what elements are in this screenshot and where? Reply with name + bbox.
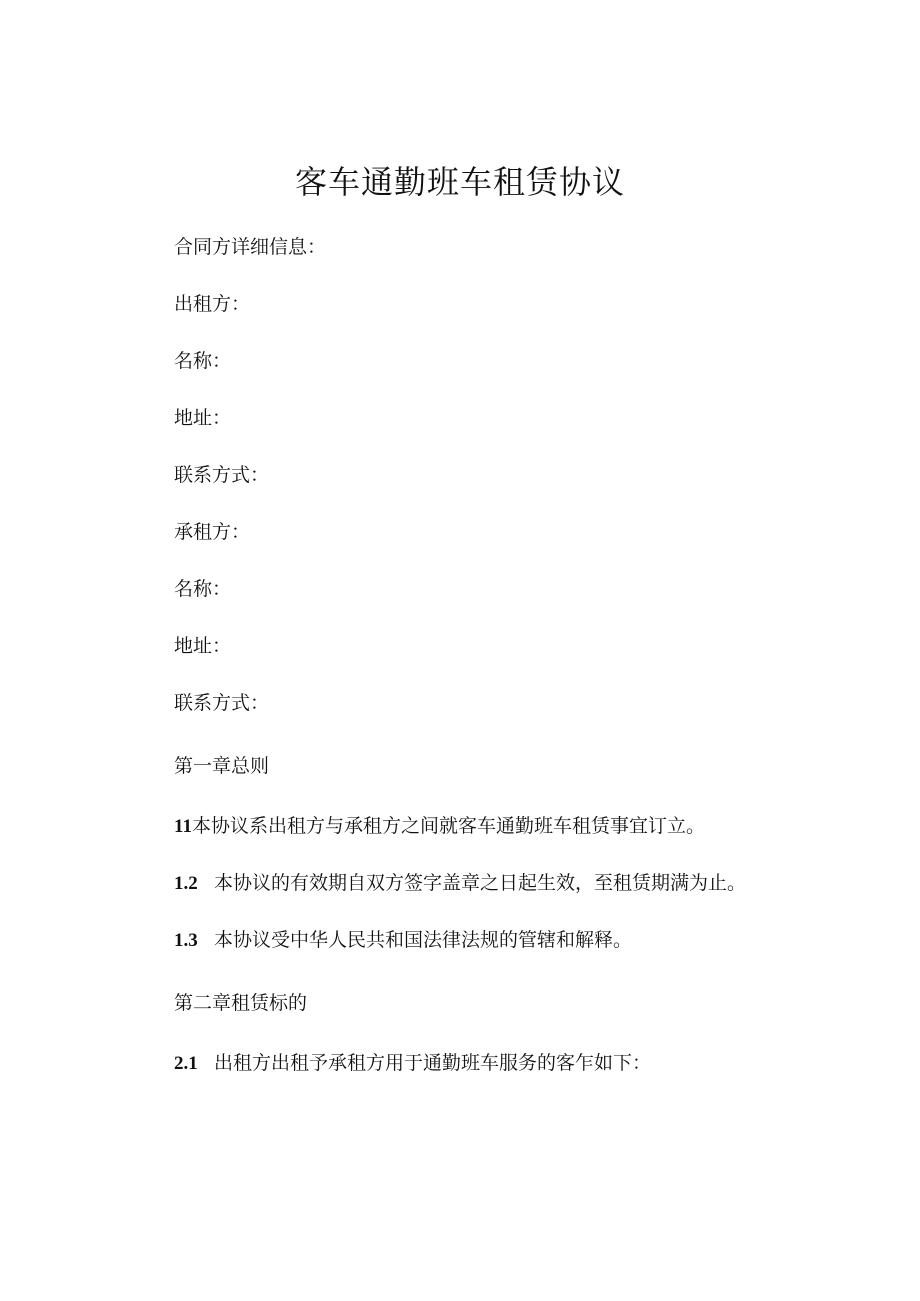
lessee-contact-label: 联系方式： xyxy=(174,692,270,714)
clause-number: 1.3 xyxy=(174,930,198,951)
clause-number: 11 xyxy=(174,816,192,837)
clause-2-1 xyxy=(174,1050,651,1077)
clause-1-3 xyxy=(174,927,632,954)
clause-number: 2.1 xyxy=(174,1053,198,1074)
chapter-1-heading: 第一章总则 xyxy=(174,755,270,777)
lessor-address-label: 地址： xyxy=(174,407,232,429)
clause-1-1 xyxy=(174,813,705,840)
clause-text: 本协议受中华人民共和国法律法规的管辖和解释。 xyxy=(214,929,633,951)
parties-intro: 合同方详细信息： xyxy=(174,236,327,258)
document-title: 客车通勤班车租赁协议 xyxy=(294,163,625,201)
lessee-address-label: 地址： xyxy=(174,635,232,657)
lessor-label: 出租方： xyxy=(174,293,251,315)
lessor-contact-label: 联系方式： xyxy=(174,464,270,486)
clause-text: 出租方出租予承租方用于通勤班车服务的客乍如下： xyxy=(214,1052,652,1074)
chapter-2-heading: 第二章租赁标的 xyxy=(174,992,308,1014)
clause-1-2 xyxy=(174,870,746,897)
clause-text: 本协议的有效期自双方签字盖章之日起生效，至租赁期满为止。 xyxy=(214,872,747,894)
clause-number: 1.2 xyxy=(174,873,198,894)
lessee-label: 承租方： xyxy=(174,521,251,543)
lessee-name-label: 名称： xyxy=(174,578,232,600)
lessor-name-label: 名称： xyxy=(174,350,232,372)
clause-text: 本协议系出租方与承租方之间就客车通勤班车租赁事宜订立。 xyxy=(191,815,705,837)
